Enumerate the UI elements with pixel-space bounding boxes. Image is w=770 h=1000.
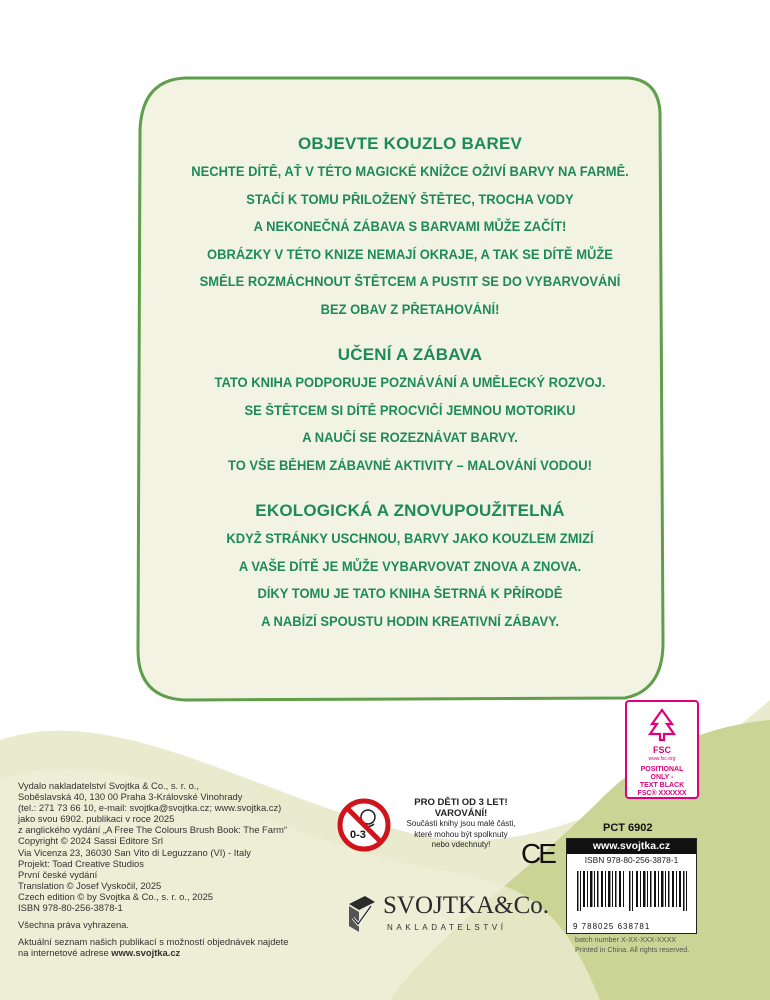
section-line: A NABÍZÍ SPOUSTU HODIN KREATIVNÍ ZÁBAVY. (261, 613, 559, 629)
fsc-site: www.fsc.org (648, 756, 676, 762)
checkmark-book-icon (345, 892, 379, 936)
imprint-line: z anglického vydání „A Free The Colours Brush Book: The Farm“ (18, 824, 288, 836)
section-line: BEZ OBAV Z PŘETAHOVÁNÍ! (320, 301, 500, 317)
section-line: STAČÍ K TOMU PŘILOŽENÝ ŠTĚTEC, TROCHA VODY (246, 191, 574, 207)
website-link[interactable]: www.svojtka.cz (111, 947, 181, 959)
section-line: TATO KNIHA PODPORUJE POZNÁVÁNÍ A UMĚLECKÝ ROZVOJ. (214, 375, 606, 390)
age-warning (332, 795, 522, 860)
imprint-line: Copyright © 2024 Sassi Editore Srl (18, 835, 163, 847)
section-line: A NEKONEČNÁ ZÁBAVA S BARVAMI MŮŽE ZAČÍT! (253, 219, 567, 234)
warning-line: Součásti knihy jsou malé části, (406, 819, 516, 828)
warning-line: které mohou být spolknuty (414, 829, 508, 839)
publisher-subtitle: NAKLADATELSTVÍ (387, 923, 507, 932)
fsc-label (625, 700, 699, 799)
section-line: A NAUČÍ SE ROZEZNÁVAT BARVY. (302, 430, 518, 445)
barcode-digits: 9 788025 638781 (573, 922, 651, 931)
barcode-icon (575, 871, 692, 915)
section-2 (180, 341, 640, 479)
barcode-url: www.svojtka.cz (567, 839, 696, 854)
batch-info (575, 935, 689, 954)
warning-line: nebo vdechnuty! (431, 840, 491, 849)
ce-mark: CE (521, 838, 554, 869)
section-1 (180, 130, 640, 323)
publisher-logo (345, 890, 549, 945)
catalog-notice: Aktuální seznam našich publikací s možností objednávek najdete (18, 936, 289, 948)
fsc-note: POSITIONAL (640, 766, 684, 773)
isbn-text: ISBN 978-80-256-3878-1 (584, 855, 679, 865)
imprint-line: Projekt: Toad Creative Studios (18, 857, 144, 869)
fsc-code: FSC® XXXXXX (637, 790, 687, 797)
section-3 (180, 497, 640, 635)
imprint-line: Via Vicenza 23, 36030 San Vito di Leguzzano (VI) - Italy (18, 846, 251, 858)
section-line: DÍKY TOMU JE TATO KNIHA ŠETRNÁ K PŘÍRODĚ (257, 586, 563, 601)
tree-checkmark-icon (642, 708, 682, 742)
imprint-line: Vydalo nakladatelství Svojtka & Co., s. r. o., (18, 780, 199, 791)
printed-in: Printed in China. All rights reserved. (575, 944, 690, 954)
fsc-note: ONLY - (650, 774, 674, 781)
imprint-line: (tel.: 271 73 66 10, e-mail: svojtka@svojtka.cz; www.svojtka.cz) (18, 802, 282, 814)
pct-code: PCT 6902 (603, 822, 653, 834)
section-line: NECHTE DÍTĚ, AŤ V TÉTO MAGICKÉ KNÍŽCE OŽIVÍ BARVY NA FARMĚ. (191, 164, 629, 179)
section-line: A VAŠE DÍTĚ JE MŮŽE VYBARVOVAT ZNOVA A ZNOVA. (238, 558, 582, 574)
section-line: SMĚLE ROZMÁCHNOUT ŠTĚTCEM A PUSTIT SE DO VYBARVOVÁNÍ (199, 274, 621, 289)
section-line: OBRÁZKY V TÉTO KNIZE NEMAJÍ OKRAJE, A TAK SE DÍTĚ MŮŽE (207, 246, 613, 262)
section-line: SE ŠTĚTCEM SI DÍTĚ PROCVIČÍ JEMNOU MOTORIKU (244, 402, 576, 418)
no-under-3-icon (336, 797, 392, 853)
warning-age: PRO DĚTI OD 3 LET! (414, 797, 508, 808)
imprint (18, 780, 318, 958)
fsc-name: FSC (653, 745, 671, 755)
imprint-line: Soběslavská 40, 130 00 Praha 3-Královské Vinohrady (18, 791, 243, 803)
section-line: KDYŽ STRÁNKY USCHNOU, BARVY JAKO KOUZLEM ZMIZÍ (226, 531, 594, 546)
batch-number: batch number X-XX-XXX-XXXX (575, 935, 677, 944)
catalog-notice-2 (18, 947, 318, 958)
imprint-line: ISBN 978-80-256-3878-1 (18, 902, 123, 914)
imprint-line: jako svou 6902. publikaci v roce 2025 (18, 813, 175, 825)
section-line: TO VŠE BĚHEM ZÁBAVNÉ AKTIVITY – MALOVÁNÍ VODOU! (228, 457, 592, 473)
fsc-note: TEXT BLACK (639, 782, 685, 789)
warning-text (396, 798, 526, 851)
imprint-line: Translation © Josef Vyskočil, 2025 (18, 879, 162, 891)
section-title: OBJEVTE KOUZLO BAREV (297, 134, 523, 153)
catalog-notice-prefix: na internetové adrese (18, 947, 112, 959)
section-title: UČENÍ A ZÁBAVA (337, 345, 483, 364)
warning-title: VAROVÁNÍ! (434, 807, 488, 819)
barcode-box (566, 838, 697, 934)
publisher-name: SVOJTKA&Co. (383, 892, 549, 919)
description-panel (180, 120, 640, 635)
imprint-line: První české vydání (18, 868, 98, 880)
age-label: 0-3 (350, 829, 366, 841)
imprint-line: Czech edition © by Svojtka & Co., s. r. o., 2025 (18, 890, 214, 902)
section-title: EKOLOGICKÁ A ZNOVUPOUŽITELNÁ (255, 501, 565, 520)
rights-text: Všechna práva vyhrazena. (18, 919, 130, 931)
